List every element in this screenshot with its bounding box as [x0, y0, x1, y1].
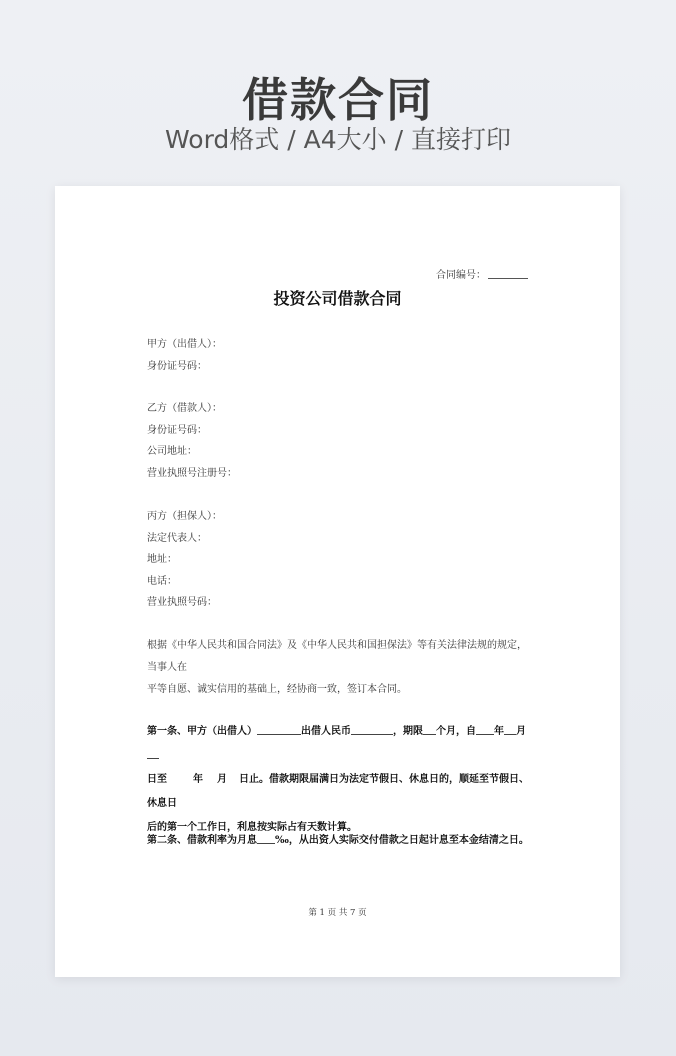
party-c-phone-field: 电话： — [147, 575, 177, 587]
party-c-license-field: 营业执照号码： — [147, 597, 217, 608]
document-page — [55, 186, 620, 977]
intro-line-2: 平等自愿、诚实信用的基础上，经协商一致，签订本合同。 — [147, 684, 407, 695]
party-c-block — [147, 506, 222, 614]
article-1-text: 日至 — [147, 774, 167, 785]
article-1-line-2 — [147, 768, 529, 816]
article-1 — [147, 720, 529, 840]
party-b-block — [147, 398, 237, 484]
hero-title: 借款合同 — [242, 73, 434, 127]
intro-line-1: 根据《中华人民共和国合同法》及《中华人民共和国担保法》等有关法律法规的规定，当事人在 — [147, 640, 527, 673]
article-1-text: 第一条、甲方（出借人） — [147, 726, 257, 737]
article-1-text: 月 — [217, 774, 227, 785]
party-b-id-field: 身份证号码： — [147, 424, 207, 436]
article-1-text: 年 — [494, 726, 504, 737]
months-blank — [423, 724, 436, 735]
article-1-text: 出借人民币 — [301, 726, 351, 737]
party-a-name-field: 甲方（出借人）： — [147, 339, 222, 350]
lender-blank — [257, 724, 301, 735]
article-2 — [147, 829, 529, 853]
document-title: 投资公司借款合同 — [273, 289, 402, 308]
article-1-text: ，期限 — [393, 726, 423, 737]
party-b-name-field: 乙方（借款人）： — [147, 403, 222, 414]
party-b-address-field: 公司地址： — [147, 446, 197, 457]
amount-blank — [351, 724, 393, 735]
article-1-text: 日止。借款期限届满日为法定节假日、休息日的，顺延至节假日、休息日 — [147, 774, 529, 809]
party-a-id-field: 身份证号码： — [147, 360, 207, 372]
party-c-representative-field: 法定代表人： — [147, 532, 207, 544]
article-1-line-1 — [147, 720, 529, 768]
start-year-blank — [476, 724, 494, 735]
article-2-text: 第二条、借款利率为月息 — [147, 835, 257, 846]
contract-number-blank — [488, 278, 528, 279]
intro-paragraph — [147, 635, 529, 701]
contract-number — [436, 266, 528, 281]
start-month-blank — [504, 724, 516, 735]
article-2-text: ‰，从出资人实际交付借款之日起计息至本金结清之日。 — [275, 835, 529, 846]
hero-subtitle: Word格式 / A4大小 / 直接打印 — [165, 125, 511, 154]
article-1-text: 年 — [193, 774, 203, 785]
party-b-license-field: 营业执照号注册号： — [147, 467, 237, 479]
party-c-address-field: 地址： — [147, 554, 177, 565]
page-footer: 第 1 页 共 7 页 — [308, 908, 367, 918]
party-a-block — [147, 334, 222, 377]
article-1-text: 月 — [516, 726, 526, 737]
interest-rate-blank — [257, 833, 275, 844]
article-1-text: 个月，自 — [436, 726, 476, 737]
party-c-name-field: 丙方（担保人）： — [147, 511, 222, 522]
start-day-blank — [147, 748, 159, 759]
article-1-line-3: 后的第一个工作日，利息按实际占有天数计算。 — [147, 822, 357, 833]
contract-number-label: 合同编号： — [436, 270, 486, 281]
